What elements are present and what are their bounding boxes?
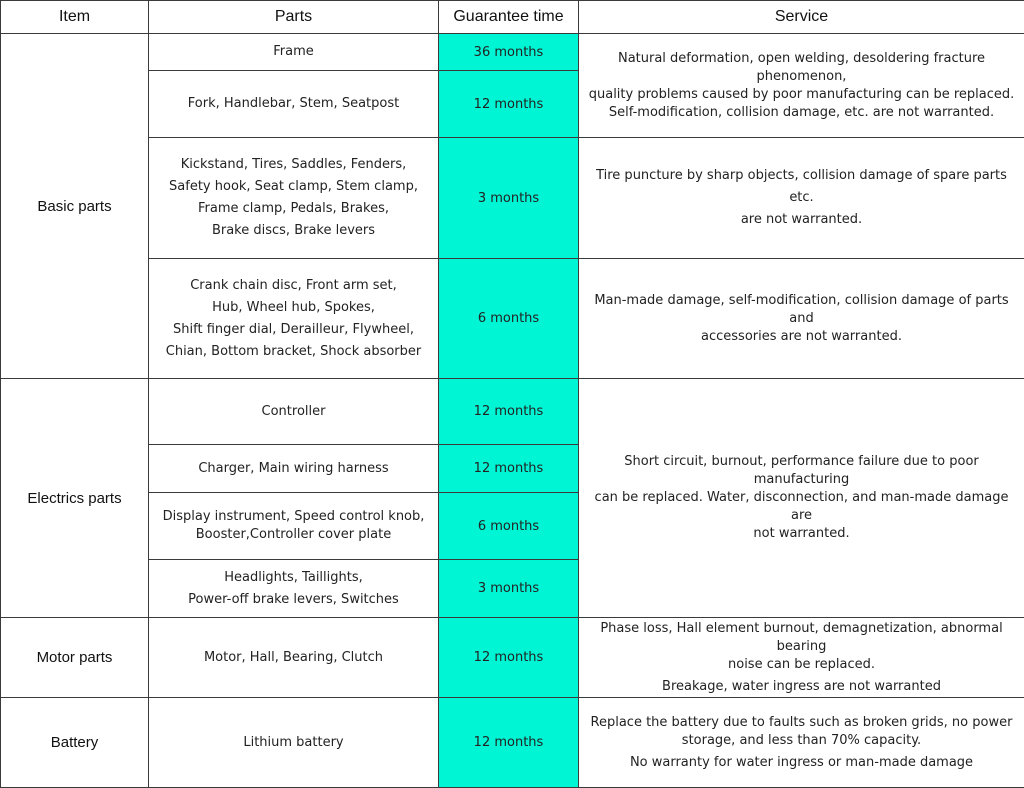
item-motor-parts: Motor parts: [1, 618, 149, 698]
table-row: [1, 618, 1024, 698]
service-line: noise can be replaced.: [582, 656, 1021, 674]
guarantee-cell: 12 months: [439, 618, 579, 698]
header-row: [1, 1, 1024, 34]
parts-cell: [149, 618, 439, 698]
service-line: Replace the battery due to faults such as broken grids, no power: [582, 714, 1021, 732]
parts-cell: [149, 138, 439, 259]
table-row: [1, 698, 1024, 788]
parts-line: Display instrument, Speed control knob,: [152, 508, 435, 526]
service-line: can be replaced. Water, disconnection, and man-made damage are: [582, 489, 1021, 525]
header-guarantee-time: Guarantee time: [439, 1, 579, 34]
table-row: [1, 34, 1024, 71]
parts-line: Headlights, Taillights,: [152, 567, 435, 589]
parts-cell: [149, 560, 439, 618]
item-battery: Battery: [1, 698, 149, 788]
parts-line: Shift finger dial, Derailleur, Flywheel,: [152, 319, 435, 341]
guarantee-cell: 3 months: [439, 560, 579, 618]
guarantee-cell: 36 months: [439, 34, 579, 71]
service-cell: [579, 618, 1024, 698]
parts-cell: [149, 71, 439, 138]
parts-line: Motor, Hall, Bearing, Clutch: [152, 647, 435, 669]
parts-line: Kickstand, Tires, Saddles, Fenders,: [152, 154, 435, 176]
guarantee-cell: 12 months: [439, 445, 579, 493]
service-cell: [579, 259, 1024, 379]
parts-line: Crank chain disc, Front arm set,: [152, 275, 435, 297]
service-line: No warranty for water ingress or man-made damage: [582, 754, 1021, 772]
service-cell: [579, 34, 1024, 138]
parts-line: Chian, Bottom bracket, Shock absorber: [152, 341, 435, 363]
guarantee-cell: 6 months: [439, 493, 579, 560]
parts-line: Power-off brake levers, Switches: [152, 589, 435, 611]
service-line: Self-modification, collision damage, etc. are not warranted.: [582, 104, 1021, 122]
parts-line: Frame: [152, 41, 435, 63]
guarantee-cell: 12 months: [439, 71, 579, 138]
parts-line: Safety hook, Seat clamp, Stem clamp,: [152, 176, 435, 198]
service-line: Tire puncture by sharp objects, collision damage of spare parts etc.: [582, 165, 1021, 209]
parts-line: Hub, Wheel hub, Spokes,: [152, 297, 435, 319]
parts-line: Lithium battery: [152, 732, 435, 754]
service-line: Natural deformation, open welding, desoldering fracture phenomenon,: [582, 50, 1021, 86]
parts-line: Controller: [152, 401, 435, 423]
parts-line: Charger, Main wiring harness: [152, 458, 435, 480]
table-row: [1, 259, 1024, 379]
parts-cell: [149, 493, 439, 560]
service-line: accessories are not warranted.: [582, 328, 1021, 346]
parts-cell: [149, 698, 439, 788]
item-basic-parts: Basic parts: [1, 34, 149, 379]
table-row: [1, 379, 1024, 445]
service-line: Short circuit, burnout, performance failure due to poor manufacturing: [582, 453, 1021, 489]
parts-cell: [149, 445, 439, 493]
item-electrics-parts: Electrics parts: [1, 379, 149, 618]
service-line: Breakage, water ingress are not warranted: [582, 678, 1021, 696]
guarantee-cell: 12 months: [439, 379, 579, 445]
service-cell: [579, 698, 1024, 788]
parts-cell: [149, 259, 439, 379]
parts-line: Booster,Controller cover plate: [152, 526, 435, 544]
header-service: Service: [579, 1, 1024, 34]
service-cell: [579, 138, 1024, 259]
parts-line: Frame clamp, Pedals, Brakes,: [152, 198, 435, 220]
service-line: not warranted.: [582, 525, 1021, 543]
service-line: Man-made damage, self-modification, collision damage of parts and: [582, 292, 1021, 328]
guarantee-cell: 12 months: [439, 698, 579, 788]
guarantee-cell: 6 months: [439, 259, 579, 379]
service-cell: [579, 379, 1024, 618]
service-line: storage, and less than 70% capacity.: [582, 732, 1021, 750]
guarantee-cell: 3 months: [439, 138, 579, 259]
header-parts: Parts: [149, 1, 439, 34]
parts-cell: [149, 34, 439, 71]
parts-line: Brake discs, Brake levers: [152, 220, 435, 242]
parts-line: Fork, Handlebar, Stem, Seatpost: [152, 93, 435, 115]
service-line: Phase loss, Hall element burnout, demagnetization, abnormal bearing: [582, 620, 1021, 656]
service-line: quality problems caused by poor manufacturing can be replaced.: [582, 86, 1021, 104]
parts-cell: [149, 379, 439, 445]
service-line: are not warranted.: [582, 209, 1021, 231]
header-item: Item: [1, 1, 149, 34]
table-row: [1, 138, 1024, 259]
